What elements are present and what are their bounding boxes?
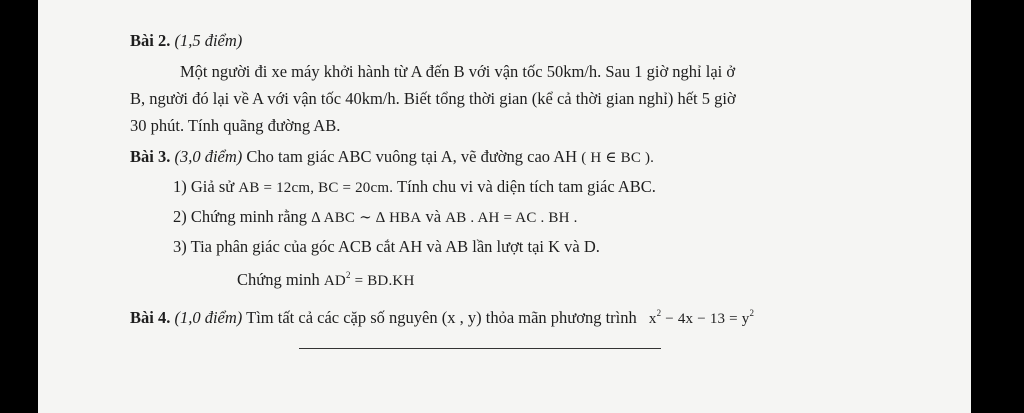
bai3-prove-equation — [323, 270, 415, 289]
bai4-label: Bài 4. — [130, 308, 171, 327]
bai3-item2-similarity: ∆ ABC ∼ ∆ HBA — [311, 210, 422, 226]
bai3-item1-text: 1) Giả sử — [173, 177, 235, 196]
bai2-line-3: 30 phút. Tính quãng đường AB. — [130, 116, 341, 135]
bai3-item1-ask: Tính chu vi và diện tích tam giác ABC. — [397, 177, 656, 196]
eq-exponent-2: 2 — [749, 308, 755, 318]
bai3-intro: Cho tam giác ABC vuông tại A, vẽ đường cao AH — [246, 147, 578, 166]
bai4-heading — [130, 308, 754, 329]
bai3-prove — [237, 270, 414, 291]
eq-exponent-1: 2 — [656, 308, 662, 318]
bai3-points: (3,0 điểm) — [174, 147, 243, 166]
end-divider-line — [299, 348, 661, 349]
bai3-item-1 — [173, 177, 656, 198]
bai3-item-3: 3) Tia phân giác của góc ACB cắt AH và AB lần lượt tại K và D. — [173, 237, 600, 256]
prove-lhs: AD — [323, 273, 346, 289]
bai2-label: Bài 2. — [130, 31, 171, 50]
bai4-equation — [648, 308, 755, 327]
bai3-heading — [130, 147, 654, 168]
bai2-points: (1,5 điểm) — [174, 31, 243, 50]
eq-x: x — [648, 311, 657, 327]
bai3-item2-text: 2) Chứng minh rằng — [173, 207, 308, 226]
bai3-item-2 — [173, 207, 578, 228]
bai2-line-1: Một người đi xe máy khởi hành từ A đến B với vận tốc 50km/h. Sau 1 giờ nghỉ lại ở — [180, 62, 736, 81]
bai3-intro-condition: ( H ∈ BC ). — [581, 150, 655, 166]
bai3-item2-and: và — [425, 207, 442, 226]
bai3-item2-equation: AB . AH = AC . BH . — [445, 210, 578, 226]
eq-middle: − 4x − 13 = y — [665, 311, 750, 327]
bai4-text: Tìm tất cả các cặp số nguyên (x , y) thỏa mãn phương trình — [246, 308, 637, 327]
bai2-heading — [130, 31, 242, 51]
bai3-prove-label: Chứng minh — [237, 270, 320, 289]
bai3-item1-given: AB = 12cm, BC = 20cm. — [238, 180, 394, 196]
bai4-points: (1,0 điểm) — [174, 308, 243, 327]
prove-exponent: 2 — [345, 270, 351, 280]
bai3-label: Bài 3. — [130, 147, 171, 166]
prove-rhs: = BD.KH — [354, 273, 415, 289]
bai2-line-2: B, người đó lại về A với vận tốc 40km/h. Biết tổng thời gian (kể cả thời gian nghỉ) hết 5 giờ — [130, 89, 736, 108]
